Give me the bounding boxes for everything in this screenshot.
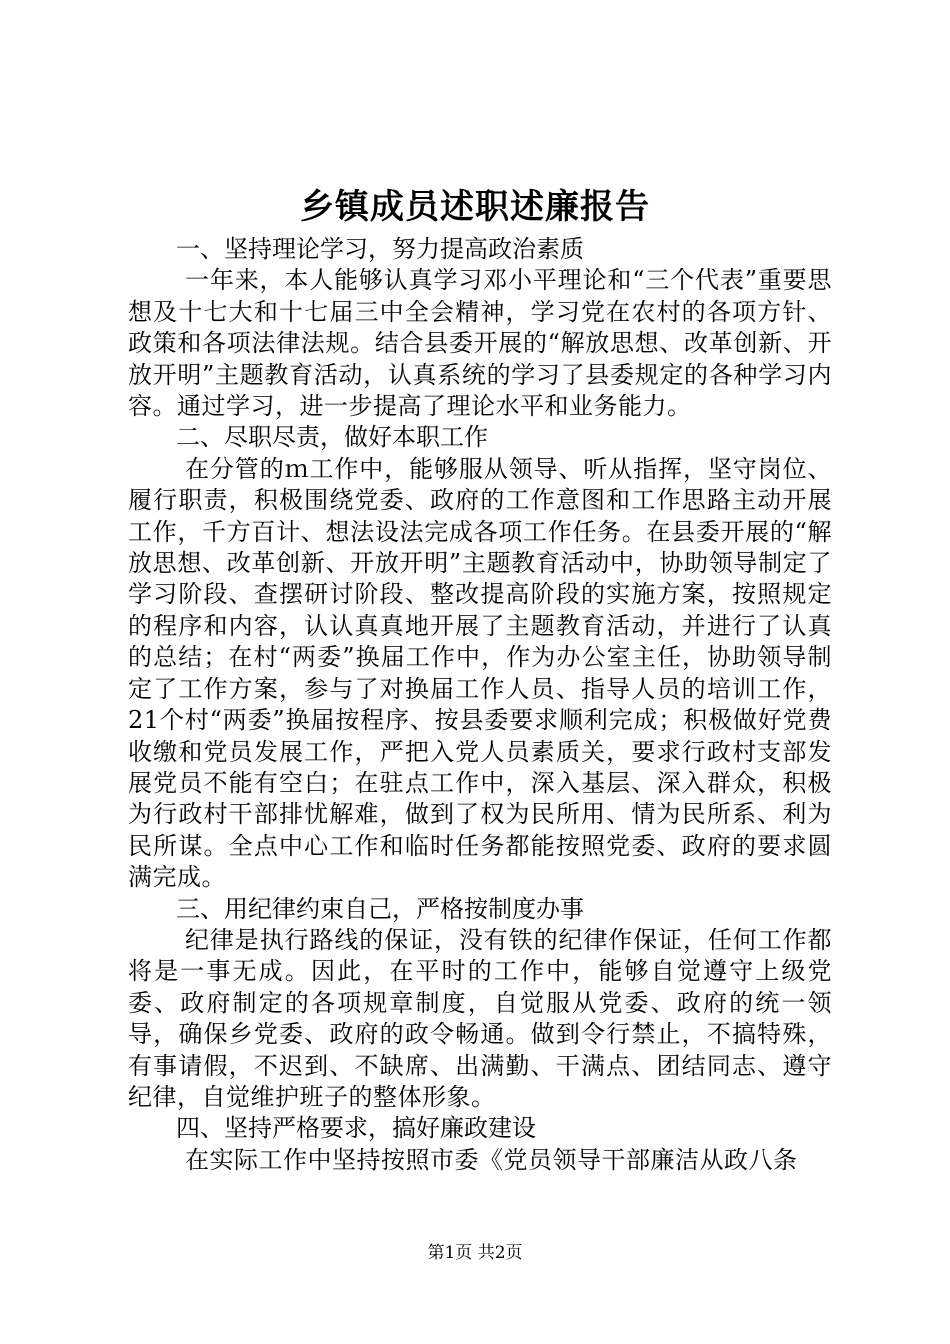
section-heading-4: 四、坚持严格要求，搞好廉政建设	[176, 1114, 536, 1143]
section-paragraph-4: 在实际工作中坚持按照市委《党员领导干部廉洁从政八条	[185, 1145, 798, 1174]
document-title: 乡镇成员述职述廉报告	[300, 187, 650, 227]
document-body	[128, 234, 832, 1176]
section-heading-1: 一、坚持理论学习，努力提高政治素质	[176, 235, 584, 263]
section-paragraph-3: 纪律是执行路线的保证，没有铁的纪律作保证，任何工作都将是一事无成。因此，在平时的工作中，能够自觉遵守上级党委、政府制定的各项规章制度，自觉服从党委、政府的统一领导，确保乡党委、政府的政令畅通。做到令行禁止，不搞特殊，有事请假，不迟到、不缺席、出满勤、干满点、团结同志、遵守纪律，自觉维护班子的整体形象。	[128, 925, 832, 1111]
section-paragraph-1: 一年来，本人能够认真学习邓小平理论和“三个代表”重要思想及十七大和十七届三中全会精神，学习党在农村的各项方针、政策和各项法律法规。结合县委开展的“解放思想、改革创新、开放开明”主题教育活动，认真系统的学习了县委规定的各种学习内容。通过学习，进一步提高了理论水平和业务能力。	[128, 266, 832, 421]
section-heading-2: 二、尽职尽责，做好本职工作	[176, 423, 488, 452]
page-footer: 第1页 共2页	[427, 1243, 523, 1263]
section-heading-3: 三、用纪律约束自己，严格按制度办事	[176, 894, 584, 923]
section-paragraph-2: 在分管的ｍ工作中，能够服从领导、听从指挥，坚守岗位、履行职责，积极围绕党委、政府的工作意图和工作思路主动开展工作，千方百计、想法设法完成各项工作任务。在县委开展的“解放思想、改革创新、开放开明”主题教育活动中，协助领导制定了学习阶段、查摆研讨阶段、整改提高阶段的实施方案，按照规定的程序和内容，认认真真地开展了主题教育活动，并进行了认真的总结；在村“两委”换届工作中，作为办公室主任，协助领导制定了工作方案，参与了对换届工作人员、指导人员的培训工作，21个村“两委”换届按程序、按县委要求顺利完成；积极做好党费收缴和党员发展工作，严把入党人员素质关，要求行政村支部发展党员不能有空白；在驻点工作中，深入基层、深入群众，积极为行政村干部排忧解难，做到了权为民所用、情为民所系、利为民所谋。全点中心工作和临时任务都能按照党委、政府的要求圆满完成。	[128, 454, 832, 892]
